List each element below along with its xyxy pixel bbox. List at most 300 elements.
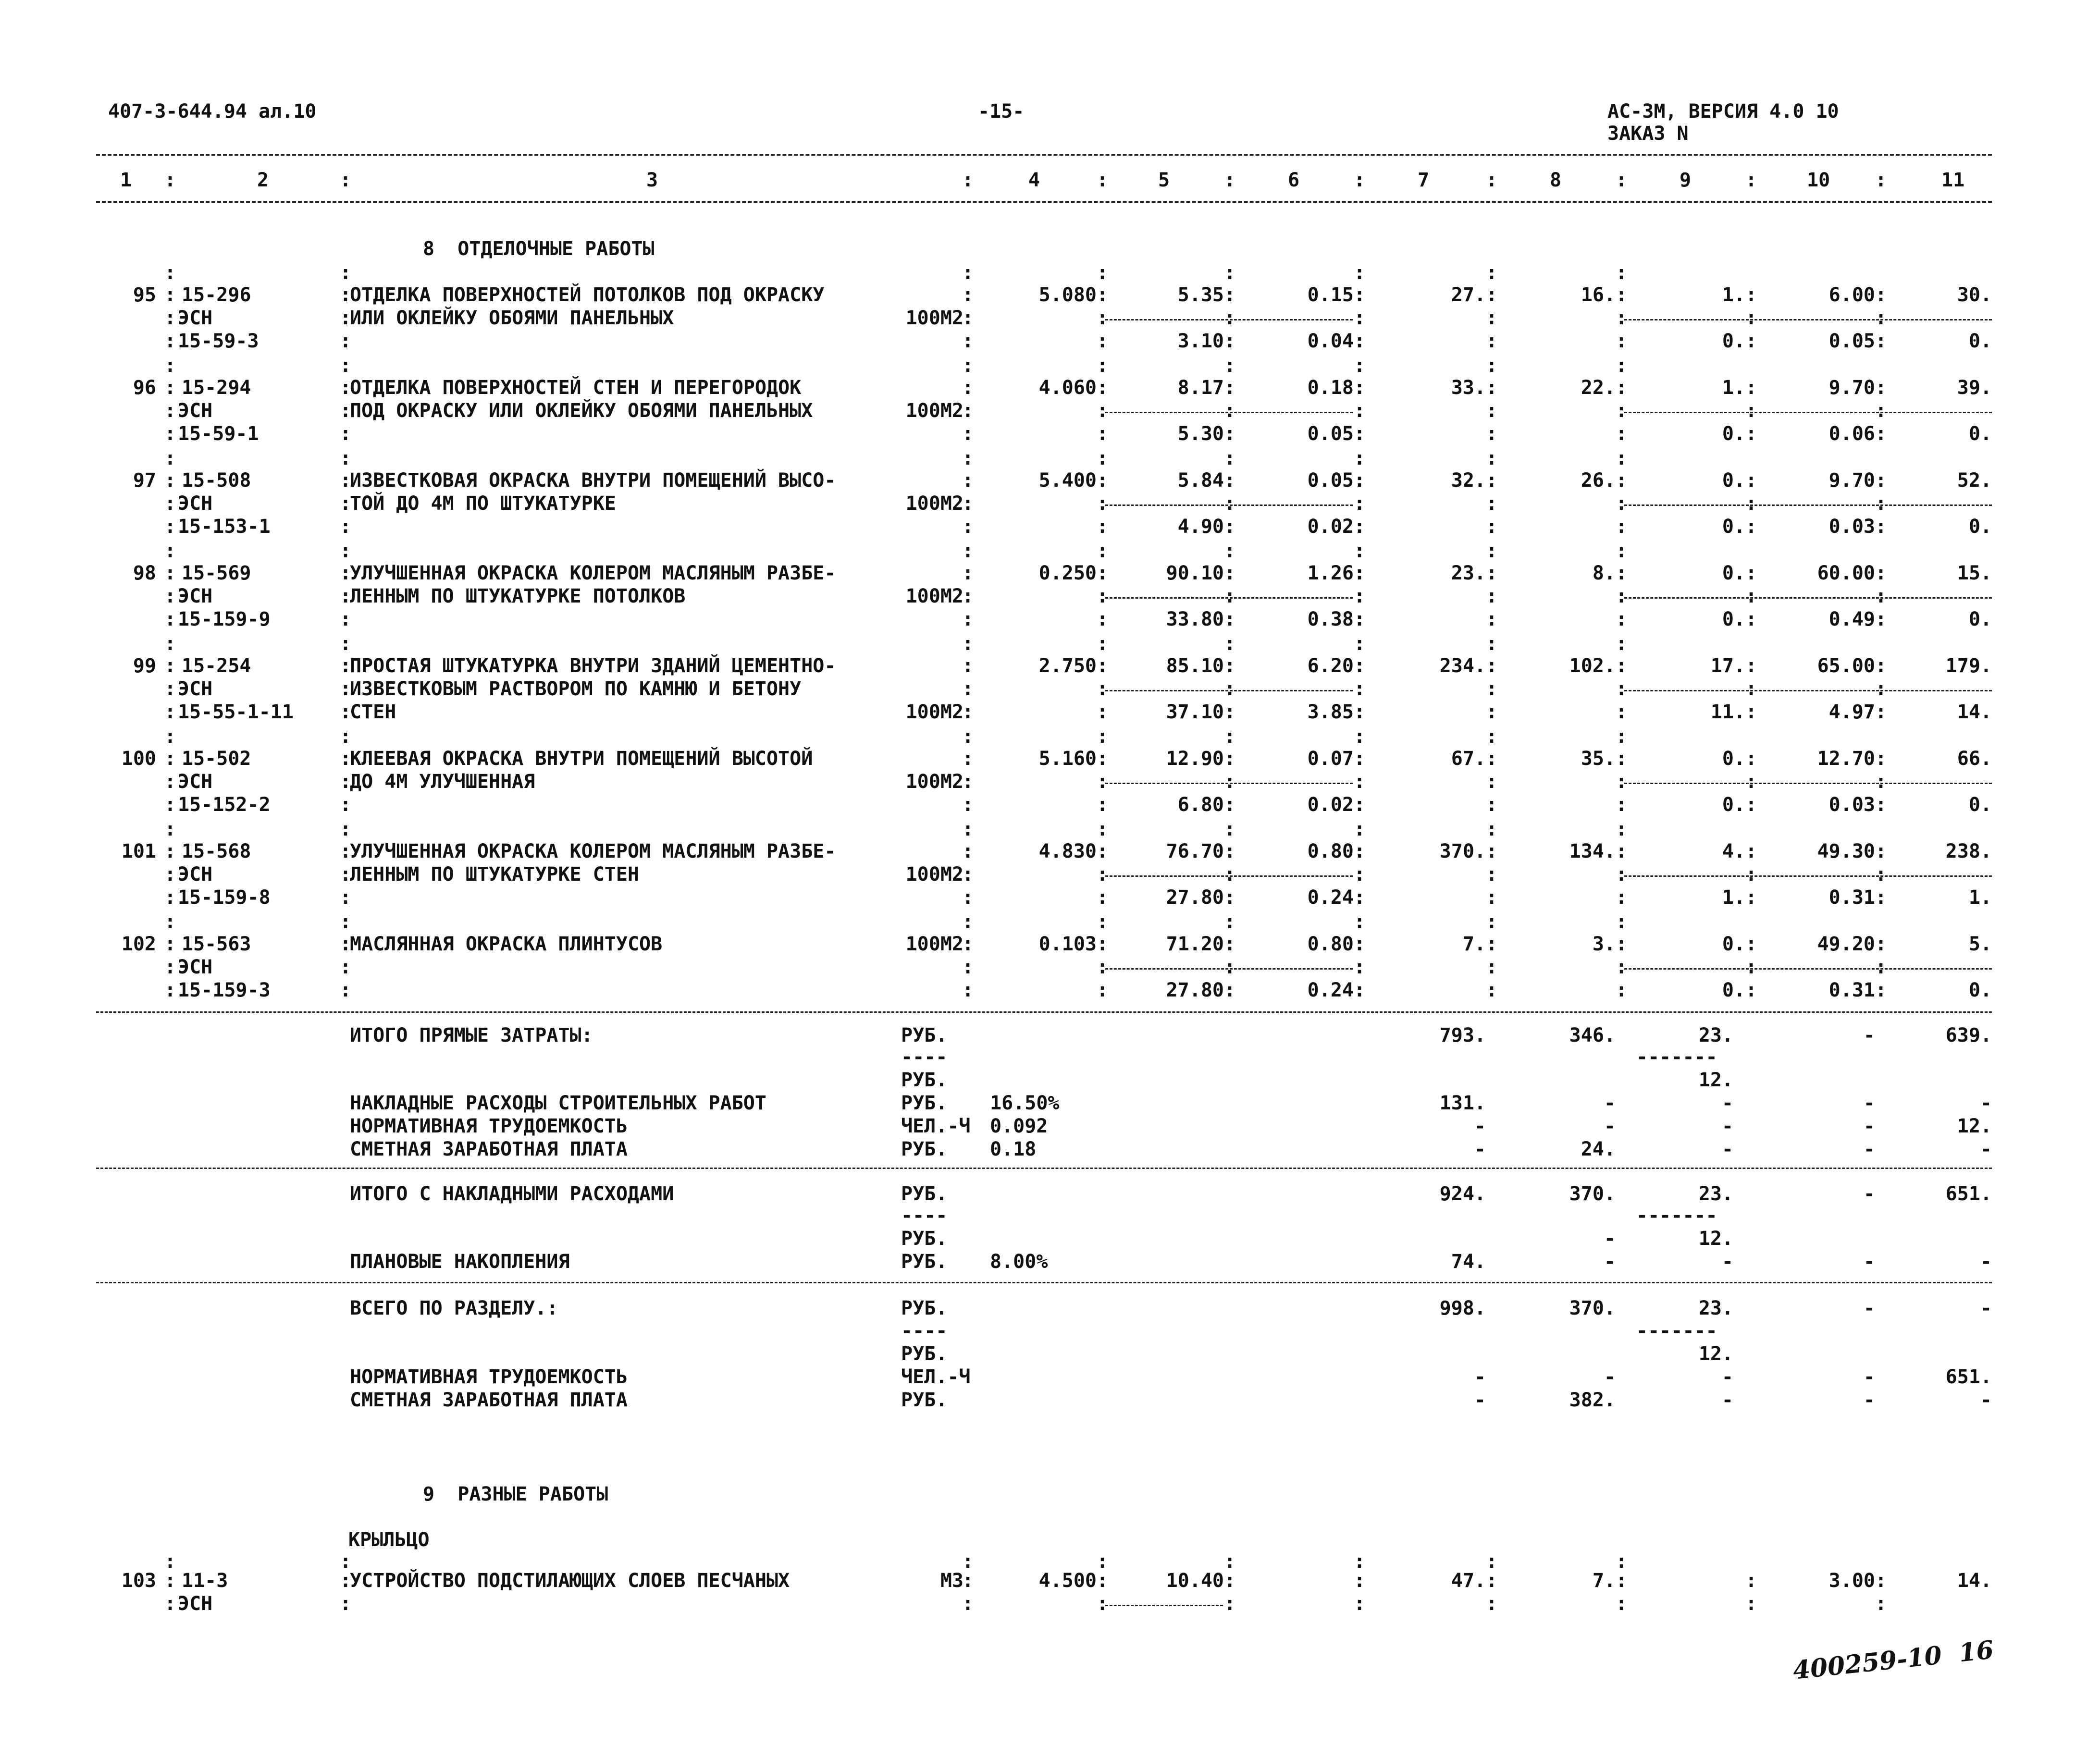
machine-wage-total: 0. [1722, 794, 1745, 816]
column-separator: : [1745, 1570, 1757, 1592]
estimated-wage-unit: РУБ. [901, 1138, 948, 1160]
labor-intensity-c8: - [1604, 1115, 1616, 1137]
document-code: 407-3-644.94 ал.10 [108, 100, 317, 123]
column-header-4: 4 [1028, 169, 1040, 191]
column-separator: : [1486, 330, 1498, 352]
column-separator: : [340, 262, 352, 284]
column-separator: : [1616, 771, 1628, 793]
column-separator: : [1224, 911, 1236, 933]
column-separator: : [164, 492, 176, 515]
column-separator: : [1097, 933, 1109, 955]
column-separator: : [340, 933, 352, 955]
column-separator: : [1097, 330, 1109, 352]
column-separator: : [962, 933, 974, 955]
labor-total: 39. [1957, 377, 1992, 399]
column-separator: : [1097, 726, 1109, 748]
column-header-6: 6 [1288, 169, 1300, 191]
unit-machine-wage: 0.02 [1307, 516, 1354, 538]
column-separator: : [962, 423, 974, 445]
column-separator: : [1745, 562, 1757, 584]
column-separator: : [1745, 979, 1757, 1001]
column-separator: : [1745, 307, 1757, 329]
column-separator: : [1224, 540, 1236, 562]
cell-divider [1624, 690, 1992, 691]
column-separator: : [164, 608, 176, 630]
labor-per-unit: 65.00 [1817, 655, 1875, 677]
direct-costs-c11: 639. [1945, 1024, 1992, 1046]
column-separator: : [1745, 771, 1757, 793]
column-separator: : [1354, 516, 1366, 538]
column-separator: : [1097, 655, 1109, 677]
column-separator: : [962, 377, 974, 399]
handwritten-note: 400259-10 16 [1791, 1635, 1995, 1685]
work-description-cont: ИЗВЕСТКОВЫМ РАСТВОРОМ ПО КАМНЮ И БЕТОНУ [350, 678, 802, 700]
column-separator: : [962, 1550, 974, 1573]
column-separator: : [1875, 169, 1887, 191]
section-total-sub-unit: РУБ. [901, 1343, 948, 1365]
total-with-overhead-c10: - [1863, 1183, 1875, 1205]
column-separator: : [340, 447, 352, 469]
column-separator: : [1224, 284, 1236, 306]
dash-underline: ---- [901, 1205, 948, 1227]
machine-labor-per-unit: 0.03 [1828, 516, 1875, 538]
column-separator: : [1097, 818, 1109, 840]
quantity: 5.080 [1038, 284, 1097, 306]
column-separator: : [1616, 469, 1628, 492]
column-separator: : [1486, 400, 1498, 422]
column-separator: : [1224, 655, 1236, 677]
unit-of-measure: 100М2 [905, 492, 964, 515]
column-separator: : [340, 863, 352, 886]
column-separator: : [164, 701, 176, 723]
column-separator: : [340, 562, 352, 584]
column-separator: : [1224, 863, 1236, 886]
total-with-overhead-sub-unit: РУБ. [901, 1228, 948, 1250]
total-cost: 33. [1451, 377, 1486, 399]
column-separator: : [164, 540, 176, 562]
labor-total: 179. [1945, 655, 1992, 677]
column-separator: : [1616, 423, 1628, 445]
column-separator: : [1875, 423, 1887, 445]
overhead-c10: - [1863, 1092, 1875, 1114]
wage-total: 102. [1569, 655, 1616, 677]
overhead-unit: РУБ. [901, 1092, 948, 1114]
column-separator: : [1097, 840, 1109, 862]
planned-savings-c7: 74. [1451, 1251, 1486, 1273]
unit-machine-wage: 0.38 [1307, 608, 1354, 630]
column-separator: : [1354, 307, 1366, 329]
machine-wage-total: 0. [1722, 330, 1745, 352]
cell-divider [1624, 504, 1992, 506]
column-separator: : [340, 956, 352, 978]
row-number: 96 [133, 377, 156, 399]
labor-per-unit: 49.20 [1817, 933, 1875, 955]
column-separator: : [1486, 633, 1498, 655]
machine-labor-total: 0. [1968, 330, 1992, 352]
direct-costs-sub-c9: 12. [1698, 1069, 1733, 1091]
column-separator: : [164, 585, 176, 607]
section-total-c11: - [1980, 1297, 1992, 1319]
total-with-overhead-sub-c9: 12. [1698, 1228, 1733, 1250]
unit-wage: 33.80 [1166, 608, 1224, 630]
estimated-wage-total-c10: - [1863, 1389, 1875, 1411]
column-separator: : [340, 748, 352, 770]
labor-total: 14. [1957, 1570, 1992, 1592]
machine-labor-per-unit: 0.31 [1828, 886, 1875, 909]
column-separator: : [1745, 492, 1757, 515]
labor-per-unit: 6.00 [1828, 284, 1875, 306]
column-separator: : [1875, 516, 1887, 538]
column-separator: : [1486, 307, 1498, 329]
column-separator: : [962, 771, 974, 793]
machine-labor-total: 0. [1968, 608, 1992, 630]
column-separator: : [1097, 886, 1109, 909]
unit-machine-wage: 0.05 [1307, 423, 1354, 445]
column-separator: : [1224, 840, 1236, 862]
row-number: 95 [133, 284, 156, 306]
column-separator: : [1224, 1570, 1236, 1592]
column-separator: : [164, 1593, 176, 1615]
section-9-subtitle: КРЫЛЬЦО [348, 1529, 430, 1551]
column-separator: : [1745, 608, 1757, 630]
labor-intensity-c7: - [1474, 1115, 1486, 1137]
column-separator: : [1875, 701, 1887, 723]
column-separator: : [164, 726, 176, 748]
column-separator: : [1875, 863, 1887, 886]
column-separator: : [164, 818, 176, 840]
machine-labor-per-unit: 0.06 [1828, 423, 1875, 445]
column-separator: : [164, 262, 176, 284]
overhead-c7: 131. [1439, 1092, 1486, 1114]
machine-labor-total: 1. [1968, 886, 1992, 909]
column-separator: : [962, 608, 974, 630]
column-separator: : [962, 400, 974, 422]
column-separator: : [340, 284, 352, 306]
column-separator: : [340, 771, 352, 793]
unit-of-measure: 100М2 [905, 701, 964, 723]
machine-wage-total: 0. [1722, 979, 1745, 1001]
section-total-c8: 370. [1569, 1297, 1616, 1319]
total-cost: 370. [1439, 840, 1486, 862]
column-separator: : [1097, 633, 1109, 655]
column-separator: : [164, 1550, 176, 1573]
column-separator: : [1745, 1593, 1757, 1615]
column-separator: : [1745, 655, 1757, 677]
column-separator: : [1224, 771, 1236, 793]
price-code: 15-159-9 [178, 608, 271, 630]
column-separator: : [1224, 585, 1236, 607]
column-separator: : [962, 633, 974, 655]
column-separator: : [1224, 262, 1236, 284]
column-separator: : [1745, 330, 1757, 352]
unit-wage: 6.80 [1177, 794, 1224, 816]
dash-underline: ------- [1636, 1046, 1717, 1068]
column-separator: : [1486, 655, 1498, 677]
column-separator: : [164, 562, 176, 584]
unit-of-measure: 100М2 [905, 863, 964, 886]
column-separator: : [1224, 633, 1236, 655]
estimated-wage-c10: - [1863, 1138, 1875, 1160]
labor-intensity-c10: - [1863, 1115, 1875, 1137]
column-separator: : [1354, 840, 1366, 862]
unit-of-measure: М3 [940, 1570, 964, 1592]
column-separator: : [1354, 330, 1366, 352]
column-separator: : [1224, 678, 1236, 700]
column-separator: : [1875, 469, 1887, 492]
column-separator: : [1097, 701, 1109, 723]
unit-cost: 12.90 [1166, 748, 1224, 770]
labor-total: 238. [1945, 840, 1992, 862]
column-separator: : [1616, 377, 1628, 399]
work-description: ПРОСТАЯ ШТУКАТУРКА ВНУТРИ ЗДАНИЙ ЦЕМЕНТНО- [350, 655, 836, 677]
column-separator: : [1745, 678, 1757, 700]
estimated-wage-total-c9: - [1721, 1389, 1733, 1411]
labor-intensity-total-c10: - [1863, 1366, 1875, 1388]
work-description: ОТДЕЛКА ПОВЕРХНОСТЕЙ СТЕН И ПЕРЕГОРОДОК [350, 377, 802, 399]
unit-cost: 5.84 [1177, 469, 1224, 492]
column-separator: : [1354, 701, 1366, 723]
estimated-wage-c7: - [1474, 1138, 1486, 1160]
column-separator: : [1097, 1570, 1109, 1592]
estimated-wage-c8: 24. [1581, 1138, 1616, 1160]
column-separator: : [1745, 469, 1757, 492]
column-separator: : [1486, 447, 1498, 469]
column-separator: : [340, 678, 352, 700]
column-separator: : [1745, 377, 1757, 399]
machine-wage-total: 1. [1722, 886, 1745, 909]
column-separator: : [1616, 911, 1628, 933]
column-separator: : [962, 748, 974, 770]
column-separator: : [1616, 562, 1628, 584]
column-separator: : [962, 911, 974, 933]
unit-cost: 85.10 [1166, 655, 1224, 677]
column-separator: : [1875, 840, 1887, 862]
row-number: 101 [121, 840, 156, 862]
wage-total: 8. [1592, 562, 1616, 584]
machine-total: 1. [1722, 377, 1745, 399]
column-separator: : [1745, 423, 1757, 445]
column-separator: : [164, 956, 176, 978]
column-separator: : [1486, 516, 1498, 538]
quantity: 4.830 [1038, 840, 1097, 862]
total-cost: 234. [1439, 655, 1486, 677]
work-description: КЛЕЕВАЯ ОКРАСКА ВНУТРИ ПОМЕЩЕНИЙ ВЫСОТОЙ [350, 748, 813, 770]
column-separator: : [1486, 284, 1498, 306]
wage-total: 7. [1592, 1570, 1616, 1592]
total-with-overhead-c9: 23. [1698, 1183, 1733, 1205]
column-separator: : [1354, 169, 1366, 191]
column-separator: : [1224, 355, 1236, 377]
column-header-2: 2 [257, 169, 269, 191]
labor-total: 5. [1968, 933, 1992, 955]
column-separator: : [1745, 863, 1757, 886]
work-description-cont: ЛЕННЫМ ПО ШТУКАТУРКЕ СТЕН [350, 863, 640, 886]
cell-divider [1624, 597, 1992, 599]
labor-intensity-total-label: НОРМАТИВНАЯ ТРУДОЕМКОСТЬ [350, 1366, 628, 1388]
column-separator: : [340, 492, 352, 515]
column-separator: : [962, 540, 974, 562]
total-cost: 7. [1462, 933, 1486, 955]
column-separator: : [1745, 933, 1757, 955]
column-separator: : [1354, 447, 1366, 469]
total-with-overhead-c7: 924. [1439, 1183, 1486, 1205]
work-description: ОТДЕЛКА ПОВЕРХНОСТЕЙ ПОТОЛКОВ ПОД ОКРАСКУ [350, 284, 825, 306]
column-separator: : [1616, 307, 1628, 329]
column-separator: : [1224, 330, 1236, 352]
direct-costs-c7: 793. [1439, 1024, 1486, 1046]
labor-intensity-total-c11: 651. [1945, 1366, 1992, 1388]
column-separator: : [1486, 933, 1498, 955]
column-separator: : [164, 840, 176, 862]
column-separator: : [164, 330, 176, 352]
section-total-unit: РУБ. [901, 1297, 948, 1319]
column-separator: : [1486, 678, 1498, 700]
column-separator: : [1616, 678, 1628, 700]
section-rule [96, 1168, 1992, 1169]
direct-costs-label: ИТОГО ПРЯМЫЕ ЗАТРАТЫ: [350, 1024, 593, 1046]
column-separator: : [1486, 608, 1498, 630]
row-number: 103 [121, 1570, 156, 1592]
machine-labor-total: 0. [1968, 423, 1992, 445]
column-separator: : [1486, 1593, 1498, 1615]
unit-machine-wage: 0.24 [1307, 979, 1354, 1001]
column-separator: : [340, 423, 352, 445]
section-rule [96, 1282, 1992, 1283]
column-separator: : [1875, 886, 1887, 909]
column-separator: : [1745, 794, 1757, 816]
column-separator: : [1097, 377, 1109, 399]
labor-total: 52. [1957, 469, 1992, 492]
unit-machine-cost: 0.80 [1307, 840, 1354, 862]
column-separator: : [1616, 608, 1628, 630]
column-separator: : [1745, 400, 1757, 422]
cell-divider [1624, 968, 1992, 970]
column-separator: : [1097, 355, 1109, 377]
estimated-wage-total-label: СМЕТНАЯ ЗАРАБОТНАЯ ПЛАТА [350, 1389, 628, 1411]
column-separator: : [1875, 956, 1887, 978]
column-separator: : [962, 447, 974, 469]
unit-machine-cost: 0.07 [1307, 748, 1354, 770]
column-separator: : [340, 169, 352, 191]
labor-total: 30. [1957, 284, 1992, 306]
column-separator: : [1745, 886, 1757, 909]
row-number: 100 [121, 748, 156, 770]
column-separator: : [1354, 818, 1366, 840]
work-description-cont: ИЛИ ОКЛЕЙКУ ОБОЯМИ ПАНЕЛЬНЫХ [350, 307, 674, 329]
labor-intensity-total-unit: ЧЕЛ.-Ч [901, 1366, 971, 1388]
column-separator: : [1097, 863, 1109, 886]
labor-per-unit: 49.30 [1817, 840, 1875, 862]
column-header-7: 7 [1418, 169, 1430, 191]
labor-per-unit: 3.00 [1828, 1570, 1875, 1592]
wage-total: 3. [1592, 933, 1616, 955]
column-separator: : [1616, 585, 1628, 607]
column-separator: : [1616, 284, 1628, 306]
page-number: -15- [978, 100, 1025, 123]
unit-wage: 27.80 [1166, 886, 1224, 909]
column-separator: : [962, 307, 974, 329]
unit-cost: 76.70 [1166, 840, 1224, 862]
column-separator: : [1354, 748, 1366, 770]
labor-intensity-unit: ЧЕЛ.-Ч [901, 1115, 971, 1137]
column-separator: : [1224, 886, 1236, 909]
column-separator: : [1616, 818, 1628, 840]
column-separator: : [1616, 979, 1628, 1001]
labor-intensity-total-c7: - [1474, 1366, 1486, 1388]
column-separator: : [1354, 1550, 1366, 1573]
column-separator: : [1616, 1570, 1628, 1592]
column-separator: : [340, 377, 352, 399]
column-separator: : [1745, 748, 1757, 770]
column-header-8: 8 [1550, 169, 1562, 191]
section-total-sub-c9: 12. [1698, 1343, 1733, 1365]
price-code: 15-159-3 [178, 979, 271, 1001]
column-separator: : [1486, 840, 1498, 862]
column-separator: : [1875, 748, 1887, 770]
cell-divider [1624, 412, 1992, 413]
column-separator: : [962, 585, 974, 607]
column-separator: : [340, 655, 352, 677]
norm-source: ЭСН [178, 492, 213, 515]
work-description-cont: ДО 4М УЛУЧШЕННАЯ [350, 771, 535, 793]
column-separator: : [1616, 933, 1628, 955]
price-code: 15-59-3 [178, 330, 259, 352]
column-separator: : [1616, 701, 1628, 723]
column-separator: : [1875, 400, 1887, 422]
column-separator: : [340, 840, 352, 862]
column-separator: : [962, 726, 974, 748]
machine-labor-per-unit: 0.05 [1828, 330, 1875, 352]
column-separator: : [1097, 284, 1109, 306]
norm-code: 15-563 [182, 933, 251, 955]
unit-cost: 10.40 [1166, 1570, 1224, 1592]
column-separator: : [1486, 492, 1498, 515]
labor-intensity-total-c8: - [1604, 1366, 1616, 1388]
total-cost: 47. [1451, 1570, 1486, 1592]
column-separator: : [1224, 979, 1236, 1001]
column-separator: : [1354, 956, 1366, 978]
column-separator: : [1354, 262, 1366, 284]
column-separator: : [1486, 818, 1498, 840]
column-separator: : [1616, 956, 1628, 978]
dash-underline: ---- [901, 1046, 948, 1068]
wage-total: 134. [1569, 840, 1616, 862]
column-separator: : [1097, 562, 1109, 584]
column-separator: : [1616, 726, 1628, 748]
labor-intensity-label: НОРМАТИВНАЯ ТРУДОЕМКОСТЬ [350, 1115, 628, 1137]
column-separator: : [1486, 911, 1498, 933]
column-separator: : [1354, 492, 1366, 515]
column-separator: : [1486, 726, 1498, 748]
labor-intensity-c9: - [1721, 1115, 1733, 1137]
estimated-wage-c9: - [1721, 1138, 1733, 1160]
machine-labor-per-unit: 0.49 [1828, 608, 1875, 630]
column-separator: : [1875, 771, 1887, 793]
row-number: 98 [133, 562, 156, 584]
column-separator: : [340, 818, 352, 840]
quantity: 5.160 [1038, 748, 1097, 770]
work-description-cont: СТЕН [350, 701, 396, 723]
machine-wage-total: 0. [1722, 608, 1745, 630]
column-separator: : [340, 794, 352, 816]
column-separator: : [164, 169, 176, 191]
column-separator: : [1486, 748, 1498, 770]
column-separator: : [164, 863, 176, 886]
column-separator: : [1097, 1550, 1109, 1573]
column-separator: : [1354, 911, 1366, 933]
norm-source: ЭСН [178, 307, 213, 329]
unit-machine-wage: 0.02 [1307, 794, 1354, 816]
